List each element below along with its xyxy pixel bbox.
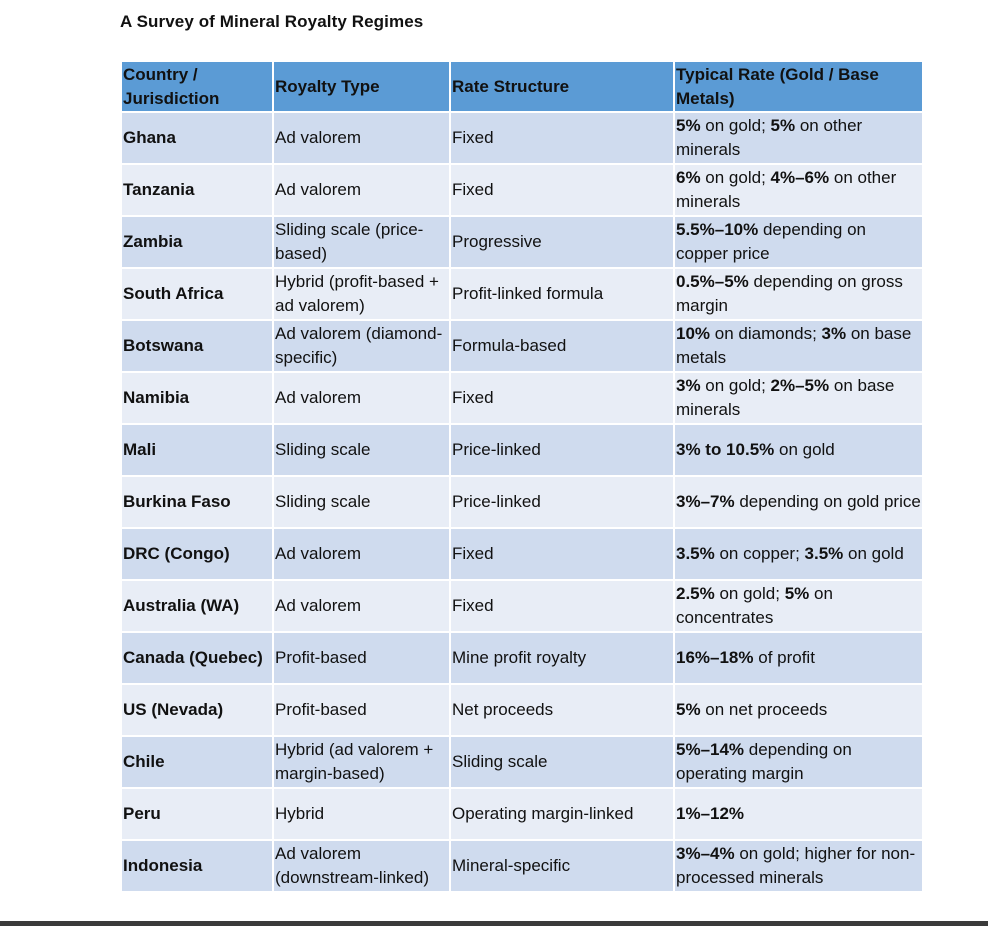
cell-country: US (Nevada) bbox=[122, 685, 272, 735]
table-row bbox=[122, 581, 922, 631]
table-row bbox=[122, 789, 922, 839]
cell-rate-structure: Progressive bbox=[451, 217, 673, 267]
cell-typical-rate bbox=[675, 633, 922, 683]
rate-value: 1%–12% bbox=[676, 804, 745, 823]
rate-value: 3% bbox=[821, 324, 847, 343]
cell-country: Tanzania bbox=[122, 165, 272, 215]
rate-value: 5.5%–10% bbox=[676, 220, 759, 239]
rate-value: 5% bbox=[770, 116, 796, 135]
cell-rate-structure: Formula-based bbox=[451, 321, 673, 371]
rate-text: on base minerals bbox=[676, 376, 895, 419]
rate-text: on net proceeds bbox=[700, 700, 828, 719]
rate-value: 5% bbox=[676, 116, 701, 135]
cell-country: Chile bbox=[122, 737, 272, 787]
rate-text: depending on gold price bbox=[734, 492, 921, 511]
rate-text: on gold; bbox=[714, 584, 785, 603]
rate-text: depending on operating margin bbox=[676, 740, 852, 783]
cell-rate-structure: Mineral-specific bbox=[451, 841, 673, 891]
table-row bbox=[122, 373, 922, 423]
cell-country: South Africa bbox=[122, 269, 272, 319]
rate-text: of profit bbox=[753, 648, 815, 667]
cell-rate-structure: Fixed bbox=[451, 529, 673, 579]
rate-value: 10% bbox=[676, 324, 711, 343]
cell-typical-rate bbox=[675, 269, 922, 319]
cell-rate-structure: Fixed bbox=[451, 581, 673, 631]
table-row bbox=[122, 477, 922, 527]
cell-royalty-type: Ad valorem bbox=[274, 373, 449, 423]
cell-country: Ghana bbox=[122, 113, 272, 163]
bottom-border bbox=[0, 921, 988, 926]
cell-typical-rate bbox=[675, 737, 922, 787]
rate-text: on copper; bbox=[714, 544, 805, 563]
cell-royalty-type: Hybrid (ad valorem + margin-based) bbox=[274, 737, 449, 787]
table-row bbox=[122, 685, 922, 735]
table-row bbox=[122, 165, 922, 215]
cell-country: Namibia bbox=[122, 373, 272, 423]
rate-text: on diamonds; bbox=[710, 324, 822, 343]
table-row bbox=[122, 633, 922, 683]
header-rate-structure: Rate Structure bbox=[451, 62, 673, 111]
cell-typical-rate bbox=[675, 425, 922, 475]
cell-rate-structure: Sliding scale bbox=[451, 737, 673, 787]
rate-value: 0.5%–5% bbox=[676, 272, 749, 291]
table-row bbox=[122, 425, 922, 475]
table-body bbox=[122, 113, 922, 891]
rate-text: on gold; higher for non-processed minerals bbox=[676, 844, 916, 887]
cell-royalty-type: Hybrid bbox=[274, 789, 449, 839]
cell-rate-structure: Net proceeds bbox=[451, 685, 673, 735]
cell-typical-rate bbox=[675, 113, 922, 163]
rate-value: 3.5% bbox=[804, 544, 844, 563]
cell-typical-rate bbox=[675, 217, 922, 267]
cell-typical-rate bbox=[675, 165, 922, 215]
header-row bbox=[122, 62, 922, 111]
cell-country: Canada (Quebec) bbox=[122, 633, 272, 683]
rate-value: 3% bbox=[676, 376, 701, 395]
cell-rate-structure: Price-linked bbox=[451, 477, 673, 527]
cell-royalty-type: Sliding scale (price-based) bbox=[274, 217, 449, 267]
rate-value: 5%–14% bbox=[676, 740, 745, 759]
cell-country: DRC (Congo) bbox=[122, 529, 272, 579]
rate-value: 3%–7% bbox=[676, 492, 735, 511]
rate-value: 5% bbox=[676, 700, 701, 719]
table-row bbox=[122, 321, 922, 371]
cell-royalty-type: Hybrid (profit-based + ad valorem) bbox=[274, 269, 449, 319]
cell-rate-structure: Mine profit royalty bbox=[451, 633, 673, 683]
cell-rate-structure: Fixed bbox=[451, 165, 673, 215]
table-row bbox=[122, 217, 922, 267]
document-title: A Survey of Mineral Royalty Regimes bbox=[120, 12, 424, 31]
table-header bbox=[122, 62, 922, 111]
rate-text: on base metals bbox=[676, 324, 912, 367]
rate-text: depending on gross margin bbox=[676, 272, 903, 315]
cell-typical-rate bbox=[675, 373, 922, 423]
cell-country: Peru bbox=[122, 789, 272, 839]
cell-typical-rate bbox=[675, 477, 922, 527]
cell-royalty-type: Profit-based bbox=[274, 685, 449, 735]
table-row bbox=[122, 113, 922, 163]
rate-value: 3% to 10.5% bbox=[676, 440, 775, 459]
rate-text: on other minerals bbox=[676, 168, 897, 211]
rate-value: 3%–4% bbox=[676, 844, 735, 863]
royalty-table bbox=[120, 60, 924, 893]
rate-value: 4%–6% bbox=[770, 168, 830, 187]
cell-typical-rate bbox=[675, 321, 922, 371]
rate-value: 6% bbox=[676, 168, 701, 187]
cell-royalty-type: Ad valorem (downstream-linked) bbox=[274, 841, 449, 891]
rate-text: on gold; bbox=[700, 376, 771, 395]
cell-typical-rate bbox=[675, 841, 922, 891]
rate-value: 3.5% bbox=[676, 544, 715, 563]
header-country: Country / Jurisdiction bbox=[122, 62, 272, 111]
cell-royalty-type: Ad valorem bbox=[274, 529, 449, 579]
cell-country: Burkina Faso bbox=[122, 477, 272, 527]
rate-value: 2%–5% bbox=[770, 376, 830, 395]
header-typical-rate: Typical Rate (Gold / Base Metals) bbox=[675, 62, 922, 111]
cell-royalty-type: Profit-based bbox=[274, 633, 449, 683]
rate-text: depending on copper price bbox=[676, 220, 867, 263]
table-row bbox=[122, 529, 922, 579]
cell-royalty-type: Ad valorem bbox=[274, 165, 449, 215]
rate-text: on concentrates bbox=[676, 584, 833, 627]
cell-country: Indonesia bbox=[122, 841, 272, 891]
cell-typical-rate bbox=[675, 529, 922, 579]
cell-rate-structure: Operating margin-linked bbox=[451, 789, 673, 839]
cell-country: Mali bbox=[122, 425, 272, 475]
cell-country: Australia (WA) bbox=[122, 581, 272, 631]
rate-text: on gold; bbox=[700, 168, 771, 187]
table-row bbox=[122, 269, 922, 319]
cell-royalty-type: Sliding scale bbox=[274, 425, 449, 475]
table-row bbox=[122, 841, 922, 891]
cell-country: Botswana bbox=[122, 321, 272, 371]
cell-rate-structure: Fixed bbox=[451, 113, 673, 163]
rate-text: on other minerals bbox=[676, 116, 863, 159]
cell-rate-structure: Fixed bbox=[451, 373, 673, 423]
cell-typical-rate bbox=[675, 789, 922, 839]
cell-typical-rate bbox=[675, 581, 922, 631]
rate-value: 5% bbox=[784, 584, 810, 603]
header-royalty-type: Royalty Type bbox=[274, 62, 449, 111]
rate-value: 16%–18% bbox=[676, 648, 754, 667]
rate-text: on gold bbox=[843, 544, 904, 563]
rate-text: on gold; bbox=[700, 116, 771, 135]
cell-typical-rate bbox=[675, 685, 922, 735]
rate-value: 2.5% bbox=[676, 584, 715, 603]
rate-text: on gold bbox=[774, 440, 835, 459]
cell-royalty-type: Ad valorem bbox=[274, 113, 449, 163]
table-row bbox=[122, 737, 922, 787]
cell-royalty-type: Ad valorem (diamond-specific) bbox=[274, 321, 449, 371]
cell-royalty-type: Ad valorem bbox=[274, 581, 449, 631]
cell-country: Zambia bbox=[122, 217, 272, 267]
cell-rate-structure: Profit-linked formula bbox=[451, 269, 673, 319]
cell-royalty-type: Sliding scale bbox=[274, 477, 449, 527]
cell-rate-structure: Price-linked bbox=[451, 425, 673, 475]
